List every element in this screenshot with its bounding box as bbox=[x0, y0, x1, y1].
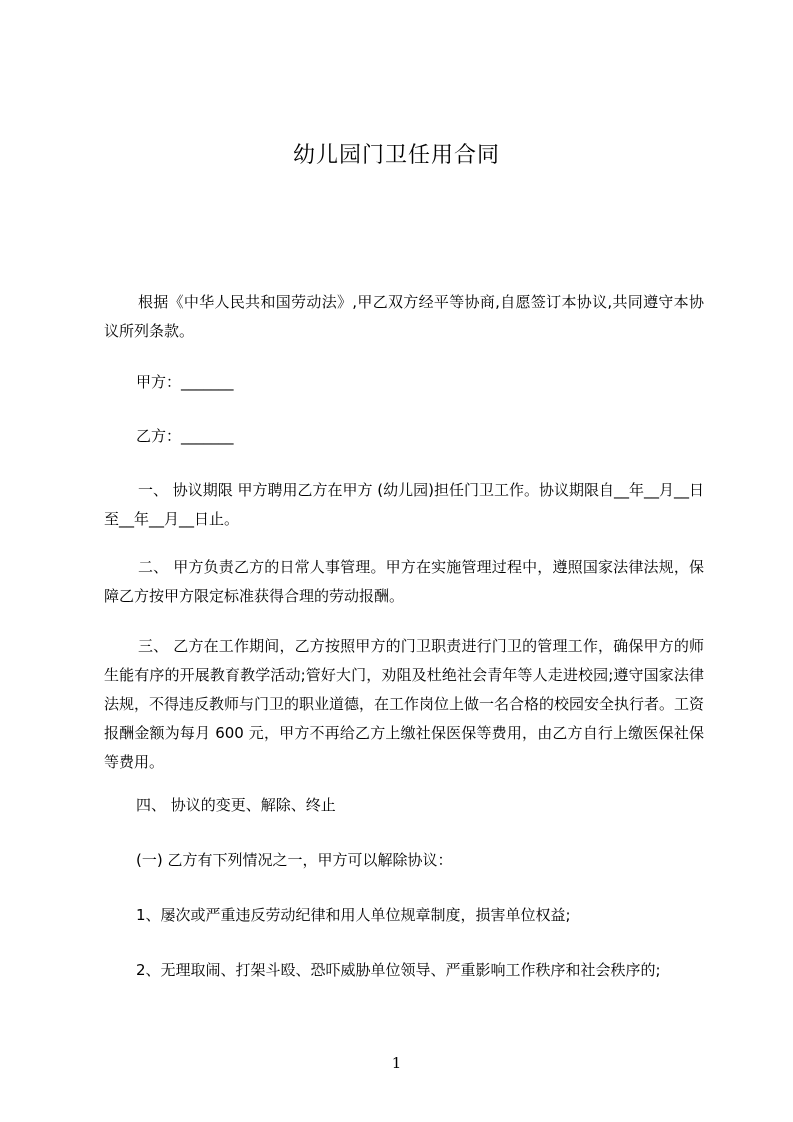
clause-2-paragraph: 二、 甲方负责乙方的日常人事管理。甲方在实施管理过程中，遵照国家法律法规，保障乙方按甲方限定标准获得合理的劳动报酬。 bbox=[104, 558, 704, 605]
list-item: 1、屡次或严重违反劳动纪律和用人单位规章制度，损害单位权益; bbox=[136, 906, 571, 924]
clause-1-paragraph: 一、 协议期限 甲方聘用乙方在甲方 (幼儿园)担任门卫工作。协议期限自__年__月__日至__年__月__日止。 bbox=[104, 481, 705, 528]
page-number: 1 bbox=[391, 1054, 402, 1072]
party-b-line: 乙方：_______ bbox=[136, 427, 234, 445]
subclause-1-heading: (一) 乙方有下列情况之一，甲方可以解除协议： bbox=[136, 851, 453, 869]
clause-4-heading: 四、 协议的变更、解除、终止 bbox=[136, 796, 336, 814]
party-a-line: 甲方：_______ bbox=[136, 373, 234, 391]
clause-3-paragraph: 三、 乙方在工作期间，乙方按照甲方的门卫职责进行门卫的管理工作，确保甲方的师生能有序的开展教育教学活动;管好大门，劝阻及杜绝社会青年等人走进校园;遵守国家法律法规，不得违反教师与门卫的职业道德，在工作岗位上做一名合格的校园安全执行者。工资报酬金额为每月 600 元，甲方不再给乙方上缴社保医保等费用，由乙方自行上缴医保社保等费用。 bbox=[104, 637, 705, 771]
intro-paragraph: 根据《中华人民共和国劳动法》,甲乙双方经平等协商,自愿签订本协议,共同遵守本协议所列条款。 bbox=[104, 293, 704, 340]
document-title: 幼儿园门卫任用合同 bbox=[292, 143, 500, 168]
list-item: 2、无理取闹、打架斗殴、恐吓威胁单位领导、严重影响工作秩序和社会秩序的; bbox=[136, 961, 661, 979]
